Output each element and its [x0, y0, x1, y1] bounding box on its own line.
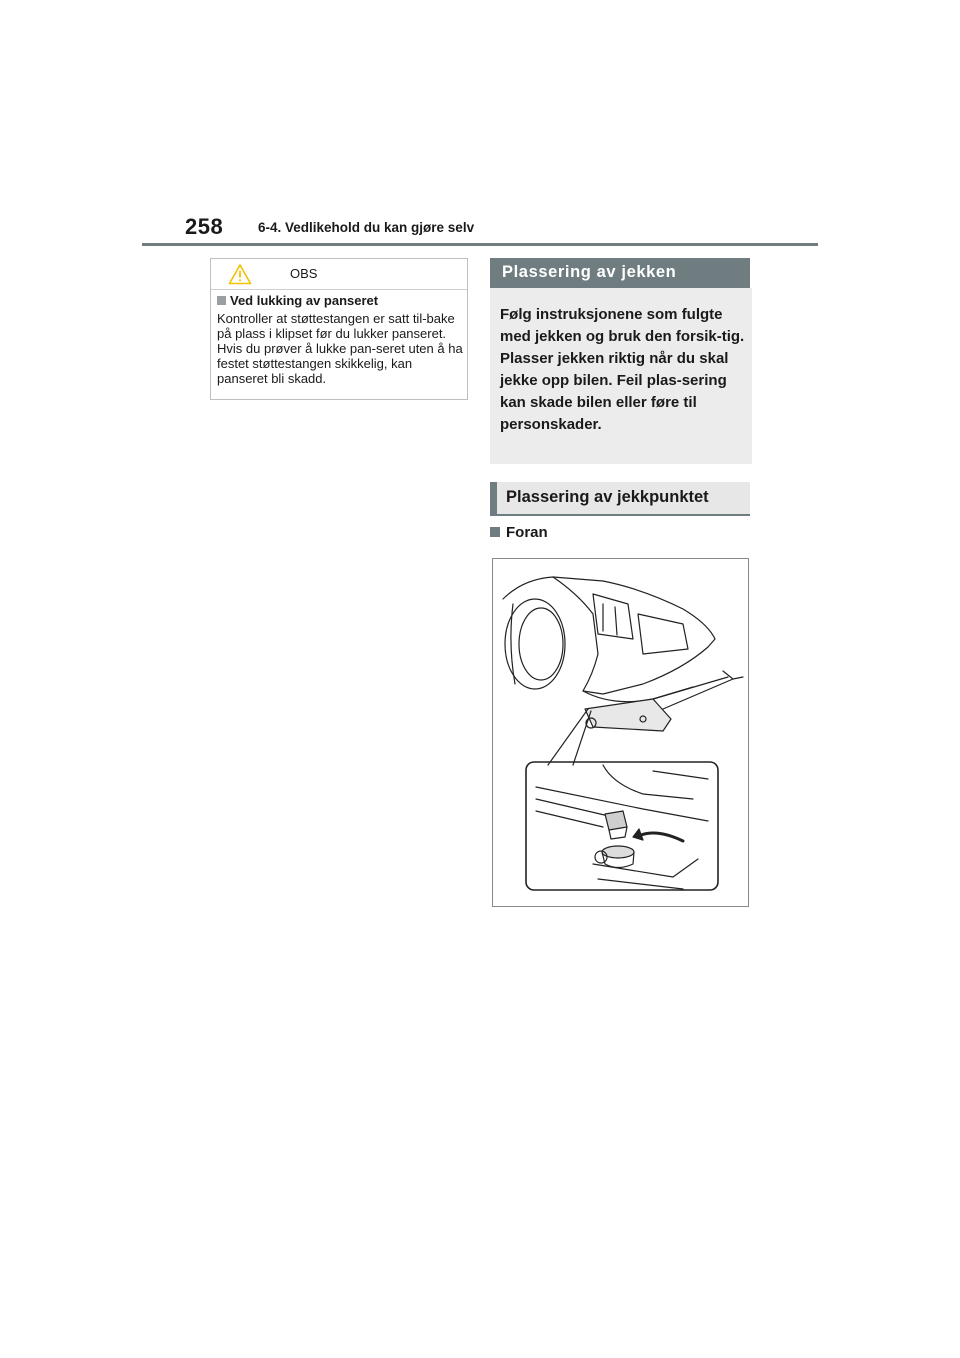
warning-triangle-icon	[228, 263, 252, 285]
jack-point-heading	[490, 482, 750, 516]
jack-intro-box	[490, 288, 752, 464]
jack-point-heading-text: Plassering av jekkpunktet	[506, 488, 709, 506]
jack-intro-text: Følg instruksjonene som fulgte med jekken og bruk den forsik-tig. Plasser jekken riktig når du skal jekke opp bilen. Feil plas-sering kan skade bilen eller føre til personskader.	[500, 306, 745, 433]
caution-box	[210, 258, 468, 400]
bullet-square-icon	[490, 527, 500, 537]
header-rule	[142, 243, 818, 246]
page-number: 258	[185, 214, 224, 239]
bullet-square-icon	[217, 296, 226, 305]
caution-label: OBS	[290, 266, 318, 281]
jack-point-illustration	[492, 558, 749, 907]
caution-text: Kontroller at støttestangen er satt til-bake på plass i klipset før du lukker panseret. Hvis du prøver å lukke pan-seret uten å ha festet støttestangen skikkelig, kan panseret bli skadd.	[217, 311, 463, 386]
caution-heading-text: Ved lukking av panseret	[230, 293, 379, 308]
car-jack-illustration	[493, 559, 750, 908]
section-title: 6-4. Vedlikehold du kan gjøre selv	[258, 220, 475, 235]
caution-header	[211, 259, 467, 290]
jack-section-banner: Plassering av jekken	[490, 258, 750, 288]
caution-heading	[217, 293, 378, 308]
location-label	[490, 524, 548, 541]
location-label-text: Foran	[506, 524, 548, 541]
